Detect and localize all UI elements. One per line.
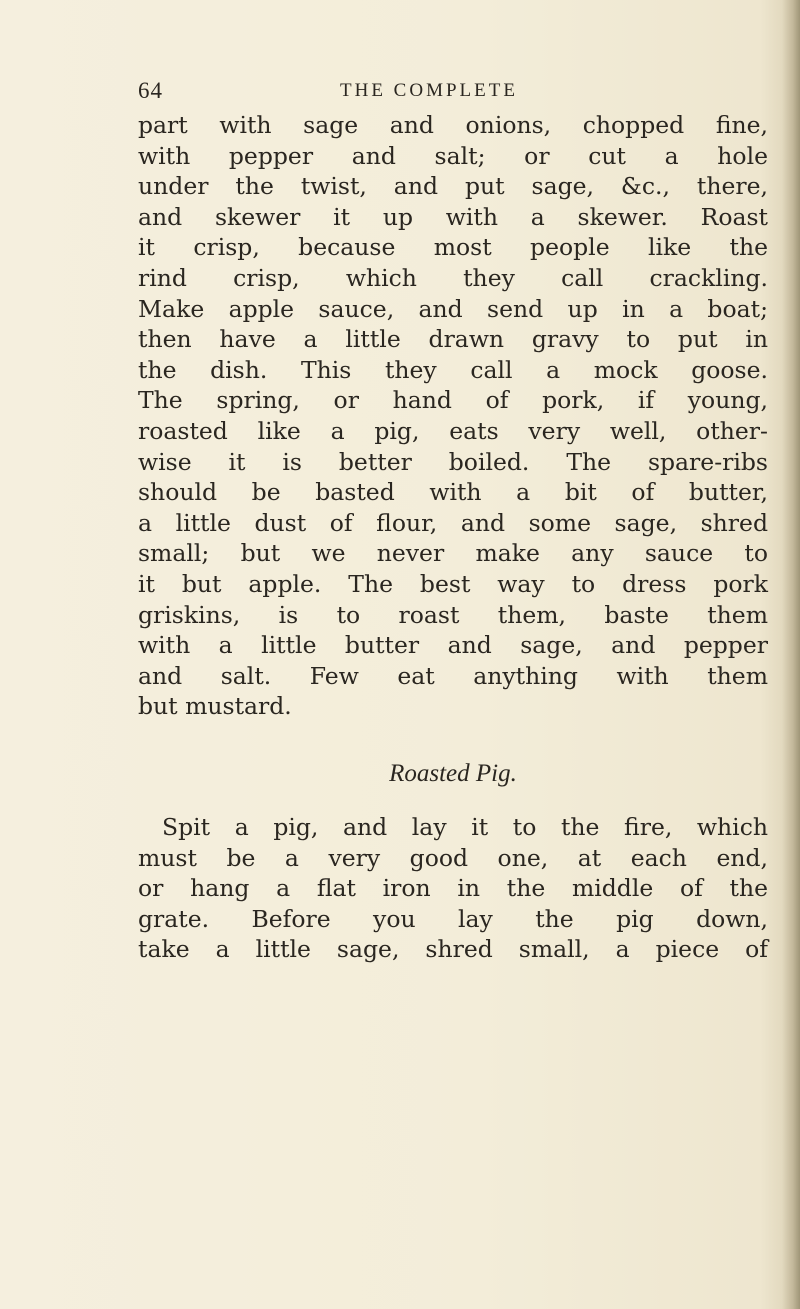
- text-line: and salt. Few eat anything with them: [138, 661, 768, 690]
- text-line: wise it is better boiled. The spare-ribs: [138, 447, 768, 476]
- text-line: with pepper and salt; or cut a hole: [138, 141, 768, 170]
- section-title: Roasted Pig.: [389, 760, 517, 787]
- text-line: it crisp, because most people like the: [138, 233, 768, 262]
- paragraph-pork: [138, 110, 768, 722]
- page-header: [138, 78, 768, 108]
- text-line: rind crisp, which they call crackling.: [138, 263, 768, 292]
- text-line: The spring, or hand of pork, if young,: [138, 386, 768, 415]
- text-line: Spit a pig, and lay it to the fire, which: [162, 813, 768, 841]
- text-line: must be a very good one, at each end,: [138, 843, 768, 872]
- text-line: then have a little drawn gravy to put in: [138, 325, 768, 354]
- text-line: take a little sage, shred small, a piece of: [138, 935, 768, 964]
- text-line: the dish. This they call a mock goose.: [138, 355, 768, 384]
- text-line: griskins, is to roast them, baste them: [138, 600, 768, 629]
- text-line: roasted like a pig, eats very well, other-: [138, 416, 768, 445]
- text-line: under the twist, and put sage, &c., there,: [138, 172, 768, 201]
- text-line: Make apple sauce, and send up in a boat;: [138, 294, 768, 323]
- running-head: THE COMPLETE: [340, 80, 518, 101]
- paragraph-roasted-pig: [138, 812, 768, 965]
- text-line: part with sage and onions, chopped fine,: [138, 111, 768, 139]
- text-line: and skewer it up with a skewer. Roast: [138, 202, 768, 231]
- page-edge-shadow: [782, 0, 800, 1309]
- text-line: with a little butter and sage, and pepper: [138, 631, 768, 660]
- text-line: but mustard.: [138, 692, 292, 721]
- text-line: should be basted with a bit of butter,: [138, 478, 768, 507]
- text-line: small; but we never make any sauce to: [138, 539, 768, 568]
- text-line: grate. Before you lay the pig down,: [138, 904, 768, 933]
- text-line: or hang a flat iron in the middle of the: [138, 874, 768, 903]
- page-number: 64: [138, 78, 163, 103]
- text-line: it but apple. The best way to dress pork: [138, 569, 768, 598]
- text-line: a little dust of flour, and some sage, shred: [138, 508, 768, 537]
